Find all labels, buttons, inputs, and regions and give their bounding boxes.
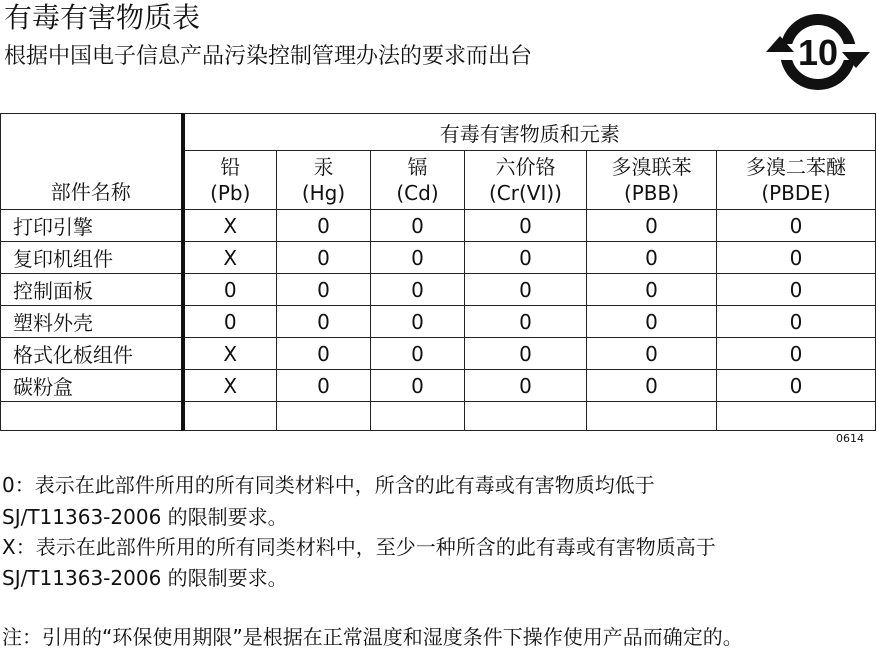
substance-value-cell: 0 <box>371 370 465 402</box>
empty-cell <box>371 402 465 431</box>
substance-value-cell: 0 <box>717 370 876 402</box>
substance-symbol: (Hg) <box>301 181 346 205</box>
substance-value-cell: 0 <box>465 306 587 338</box>
empty-cell <box>1 402 183 431</box>
note-x-line-2: SJ/T11363-2006 的限制要求。 <box>2 566 288 590</box>
substance-value-cell: 0 <box>587 274 717 306</box>
substance-value-cell: 0 <box>717 242 876 274</box>
substance-header <box>277 151 371 210</box>
substance-symbol: (PBB) <box>623 181 680 205</box>
part-name-cell: 格式化板组件 <box>1 338 183 370</box>
substance-value-cell: 0 <box>277 242 371 274</box>
substance-header <box>371 151 465 210</box>
substance-value-cell: 0 <box>587 306 717 338</box>
empty-cell <box>465 402 587 431</box>
substance-group-header: 有毒有害物质和元素 <box>183 114 876 151</box>
empty-cell <box>183 402 277 431</box>
substance-value-cell: 0 <box>371 306 465 338</box>
substance-value-cell: 0 <box>465 210 587 242</box>
substance-value-cell: 0 <box>371 242 465 274</box>
substance-value-cell: X <box>183 210 277 242</box>
substance-value-cell: 0 <box>587 210 717 242</box>
substance-value-cell: X <box>183 338 277 370</box>
hazardous-substance-table <box>0 113 876 431</box>
environment-protection-use-period-logo <box>760 2 876 102</box>
table-row <box>1 210 876 242</box>
document-code: 0614 <box>836 432 864 445</box>
note-zero-line-2: SJ/T11363-2006 的限制要求。 <box>2 505 288 529</box>
note-x-line-1: X：表示在此部件所用的所有同类材料中，至少一种所含的此有毒或有害物质高于 <box>2 535 716 559</box>
part-name-cell: 控制面板 <box>1 274 183 306</box>
substance-value-cell: 0 <box>587 338 717 370</box>
substance-name: 多溴二苯醚 <box>746 155 847 179</box>
table-row <box>1 370 876 402</box>
substance-name: 汞 <box>313 155 334 179</box>
substance-value-cell: 0 <box>465 370 587 402</box>
table-row <box>1 338 876 370</box>
footnote: 注：引用的“环保使用期限”是根据在正常温度和湿度条件下操作使用产品而确定的。 <box>2 625 743 649</box>
part-name-cell: 碳粉盒 <box>1 370 183 402</box>
substance-header <box>183 151 277 210</box>
substance-value-cell: 0 <box>371 274 465 306</box>
table-row <box>1 306 876 338</box>
table-row <box>1 242 876 274</box>
substance-value-cell: 0 <box>183 306 277 338</box>
substance-value-cell: 0 <box>717 306 876 338</box>
substance-name: 六价铬 <box>495 155 556 179</box>
substance-value-cell: 0 <box>717 210 876 242</box>
page-subtitle: 根据中国电子信息产品污染控制管理办法的要求而出台 <box>4 44 533 69</box>
substance-value-cell: 0 <box>465 242 587 274</box>
substance-header <box>587 151 717 210</box>
substance-value-cell: 0 <box>465 338 587 370</box>
substance-header <box>465 151 587 210</box>
substance-symbol: (Cd) <box>396 181 439 205</box>
substance-value-cell: 0 <box>277 338 371 370</box>
table-row <box>1 274 876 306</box>
substance-header <box>717 151 876 210</box>
substance-symbol: (PBDE) <box>761 181 831 205</box>
empty-cell <box>277 402 371 431</box>
substance-value-cell: 0 <box>371 338 465 370</box>
substance-value-cell: 0 <box>277 306 371 338</box>
empty-table-row <box>1 402 876 431</box>
part-name-header: 部件名称 <box>1 114 183 210</box>
note-zero-line-1: 0：表示在此部件所用的所有同类材料中，所含的此有毒或有害物质均低于 <box>2 473 655 497</box>
page-title: 有毒有害物质表 <box>4 1 201 34</box>
substance-value-cell: 0 <box>717 338 876 370</box>
part-name-cell: 塑料外壳 <box>1 306 183 338</box>
empty-cell <box>587 402 717 431</box>
substance-value-cell: X <box>183 370 277 402</box>
substance-value-cell: 0 <box>717 274 876 306</box>
substance-value-cell: 0 <box>277 274 371 306</box>
substance-value-cell: 0 <box>587 242 717 274</box>
substance-name: 铅 <box>220 155 241 179</box>
substance-value-cell: 0 <box>587 370 717 402</box>
substance-value-cell: 0 <box>277 210 371 242</box>
substance-symbol: (Cr(VI)) <box>489 181 562 205</box>
substance-value-cell: 0 <box>371 210 465 242</box>
substance-value-cell: 0 <box>465 274 587 306</box>
logo-number: 10 <box>797 32 839 73</box>
part-name-cell: 打印引擎 <box>1 210 183 242</box>
substance-value-cell: 0 <box>277 370 371 402</box>
substance-value-cell: 0 <box>183 274 277 306</box>
empty-cell <box>717 402 876 431</box>
part-name-cell: 复印机组件 <box>1 242 183 274</box>
substance-name: 多溴联苯 <box>611 155 692 179</box>
substance-name: 镉 <box>407 155 428 179</box>
substance-symbol: (Pb) <box>210 181 251 205</box>
substance-value-cell: X <box>183 242 277 274</box>
